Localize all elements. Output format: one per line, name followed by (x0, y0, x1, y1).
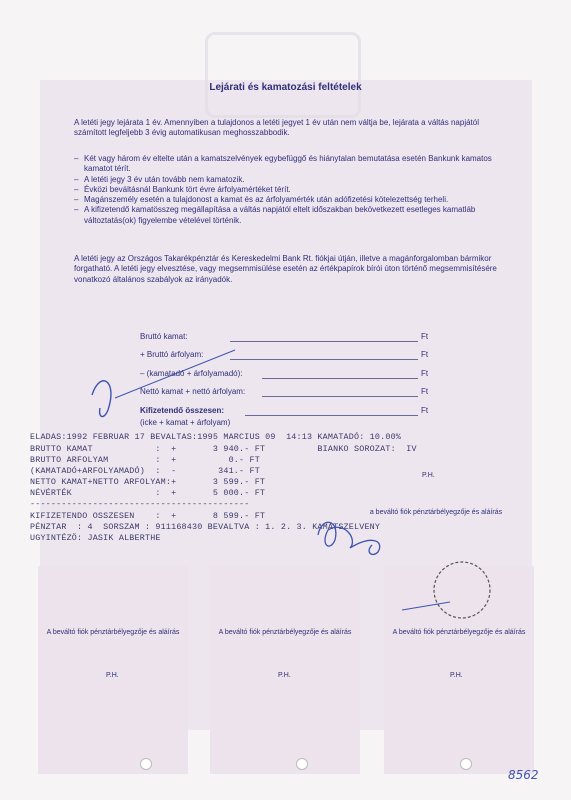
printout-line: NETTO KAMAT+NETTO ARFOLYAM:+ 3 599.- FT (30, 477, 266, 487)
list-item: – A letéti jegy 3 év után tovább nem kamatozik. (74, 174, 245, 184)
transfer-paragraph: A letéti jegy az Országos Takarékpénztár és Kereskedelmi Bank Rt. fiókjai útján, illetve a magánforgalomban bármikor forgatható. A letéti jegy elvesztése, vagy megsemmisülése esetén az értékpapírok bírói úton történő megsemmisítésére vonatkozó általános szabályok az irányadók. (74, 254, 497, 284)
document-title: Lejárati és kamatozási feltételek (209, 82, 362, 93)
printout-separator: ------------------------------------------ (30, 499, 250, 509)
coupon-stamp-label-1: A beváltó fiók pénztárbélyegzője és aláírás (46, 629, 180, 636)
handwritten-number: 8562 (508, 768, 539, 782)
coupon-stamp-label-2: A beváltó fiók pénztárbélyegzője és aláírás (218, 629, 352, 636)
ph-label: P.H. (278, 672, 291, 679)
list-item: – Magánszemély esetén a tulajdonost a kamat és az árfolyamérték után adófizetési kötelezettség terheli. (74, 195, 449, 205)
intro-paragraph: A letéti jegy lejárata 1 év. Amennyiben a tulajdonos a letéti jegyet 1 év után nem váltja be, lejárata a váltás napjától számított legfeljebb 3 évig automatikusan meghosszabbodik. (74, 118, 479, 138)
gross-rate-row: + Bruttó árfolyam: Ft (140, 350, 429, 359)
stamp-label: a beváltó fiók pénztárbélyegzője és aláírás (369, 509, 503, 516)
printout-line: BRUTTO ARFOLYAM : + 0.- FT (30, 455, 260, 465)
printout-line: KIFIZETENDO OSSZESEN : + 8 599.- FT (30, 511, 266, 521)
list-item: – Két vagy három év eltelte után a kamatszelvények egybefüggő és hiánytalan bemutatása esetén Bankunk kamatos kamatot térít. (74, 154, 492, 174)
printout-line: BRUTTO KAMAT : + 3 940.- FT BIANKO SOROZAT: IV (30, 444, 417, 454)
net-row: Nettó kamat + nettó árfolyam: Ft (140, 387, 429, 396)
ph-label: P.H. (106, 672, 119, 679)
list-item: – Évközi beváltásnál Bankunk tört évre árfolyamértéket térít. (74, 184, 291, 194)
ph-label: P.H. (422, 472, 435, 479)
printout-line: UGYINTÉZÖ: JASIK ALBERTHE (30, 533, 161, 543)
printout-line: PÉNZTAR : 4 SORSZAM : 911168430 BEVALTVA : 1. 2. 3. KAMATSZELVENY (30, 522, 381, 532)
tax-row: – (kamatadó + árfolyamadó): Ft (140, 369, 429, 378)
printout-line: ELADAS:1992 FEBRUAR 17 BEVALTAS:1995 MARCIUS 09 14:13 KAMATADÓ: 10.00% (30, 432, 402, 442)
total-note: (icke + kamat + árfolyam) (140, 418, 231, 427)
ph-label: P.H. (450, 672, 463, 679)
printout-line: (KAMATADÓ+ARFOLYAMADÓ) : - 341.- FT (30, 466, 260, 476)
printout-line: NÉVÉRTÉK : + 5 000.- FT (30, 488, 266, 498)
gross-interest-row: Bruttó kamat: Ft (140, 332, 429, 341)
list-item: – A kifizetendő kamatösszeg megállapítása a váltás napjától eltelt időszakban bekövetkezett esetleges kamatláb változtatás(ok) figyelembe vételével történik. (74, 205, 476, 225)
total-row: Kifizetendő összesen: Ft (140, 406, 429, 415)
coupon-stamp-label-3: A beváltó fiók pénztárbélyegzője és aláírás (392, 629, 526, 636)
